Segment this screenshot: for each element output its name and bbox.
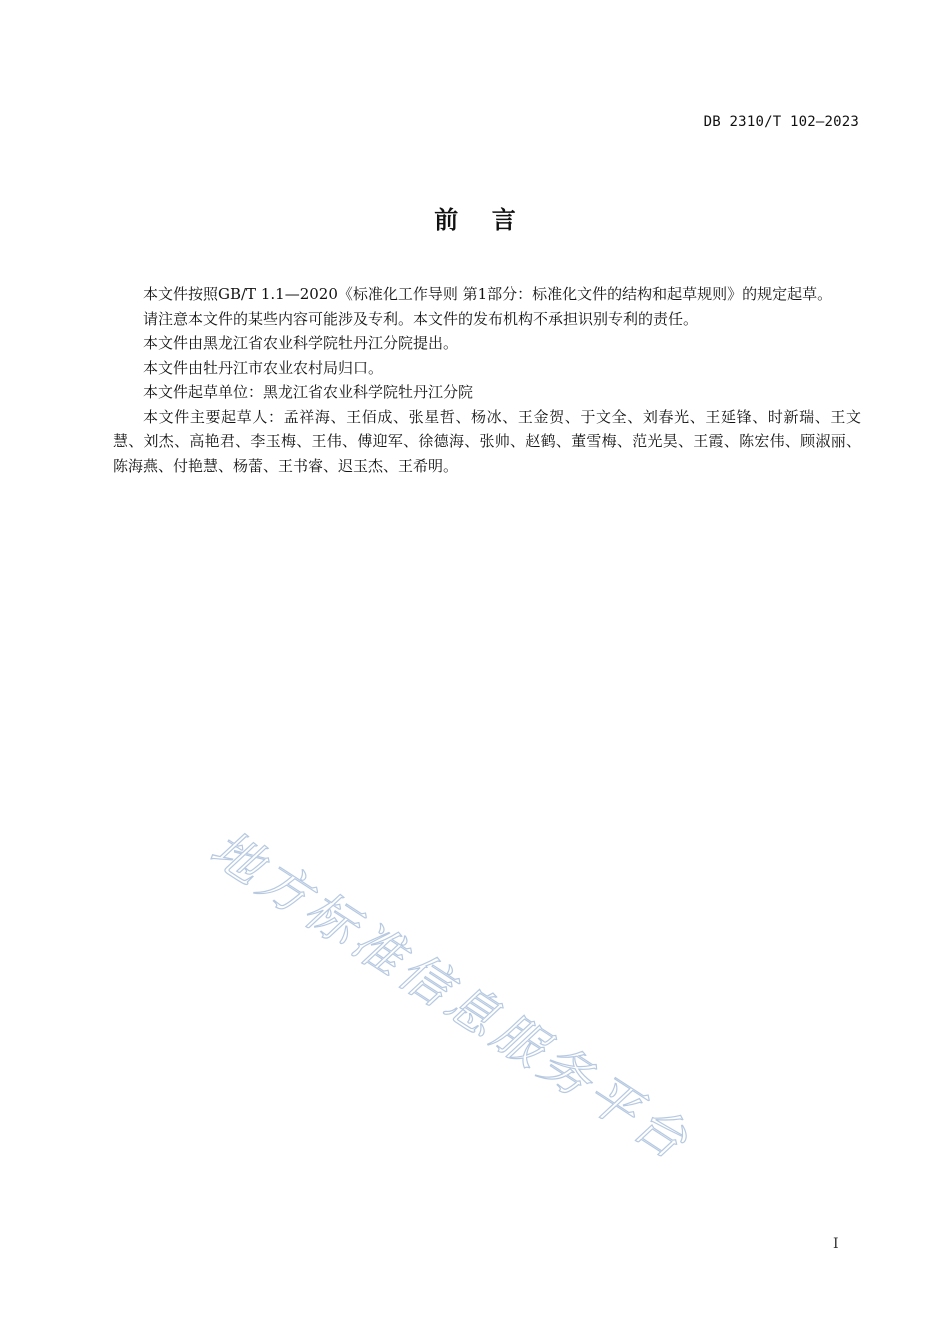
paragraph-drafters: 本文件主要起草人：孟祥海、王佰成、张星哲、杨冰、王金贺、于文全、刘春光、王延锋、时新瑞、王文慧、刘杰、高艳君、李玉梅、王伟、傅迎军、徐德海、张帅、赵鹤、董雪梅、范光昊、王霞、陈宏伟、顾淑丽、陈海燕、付艳慧、杨蕾、王书睿、迟玉杰、王希明。 (113, 407, 861, 475)
page-title: 前 言 (434, 206, 516, 234)
paragraph-drafting-basis: 本文件按照GB/T 1.1—2020《标准化工作导则 第1部分：标准化文件的结构和起草规则》的规定起草。 (143, 285, 833, 303)
paragraph-patent-notice: 请注意本文件的某些内容可能涉及专利。本文件的发布机构不承担识别专利的责任。 (143, 309, 699, 328)
paragraph-proposer: 本文件由黑龙江省农业科学院牡丹江分院提出。 (143, 334, 459, 352)
page-number: I (833, 1236, 839, 1252)
paragraph-drafting-unit: 本文件起草单位：黑龙江省农业科学院牡丹江分院 (143, 383, 474, 401)
paragraph-centralized-unit: 本文件由牡丹江市农业农村局归口。 (143, 358, 384, 377)
document-code: DB 2310/T 102—2023 (703, 114, 859, 130)
watermark: 地方标准信息服务平台 (200, 819, 702, 1173)
document-body (113, 282, 861, 478)
